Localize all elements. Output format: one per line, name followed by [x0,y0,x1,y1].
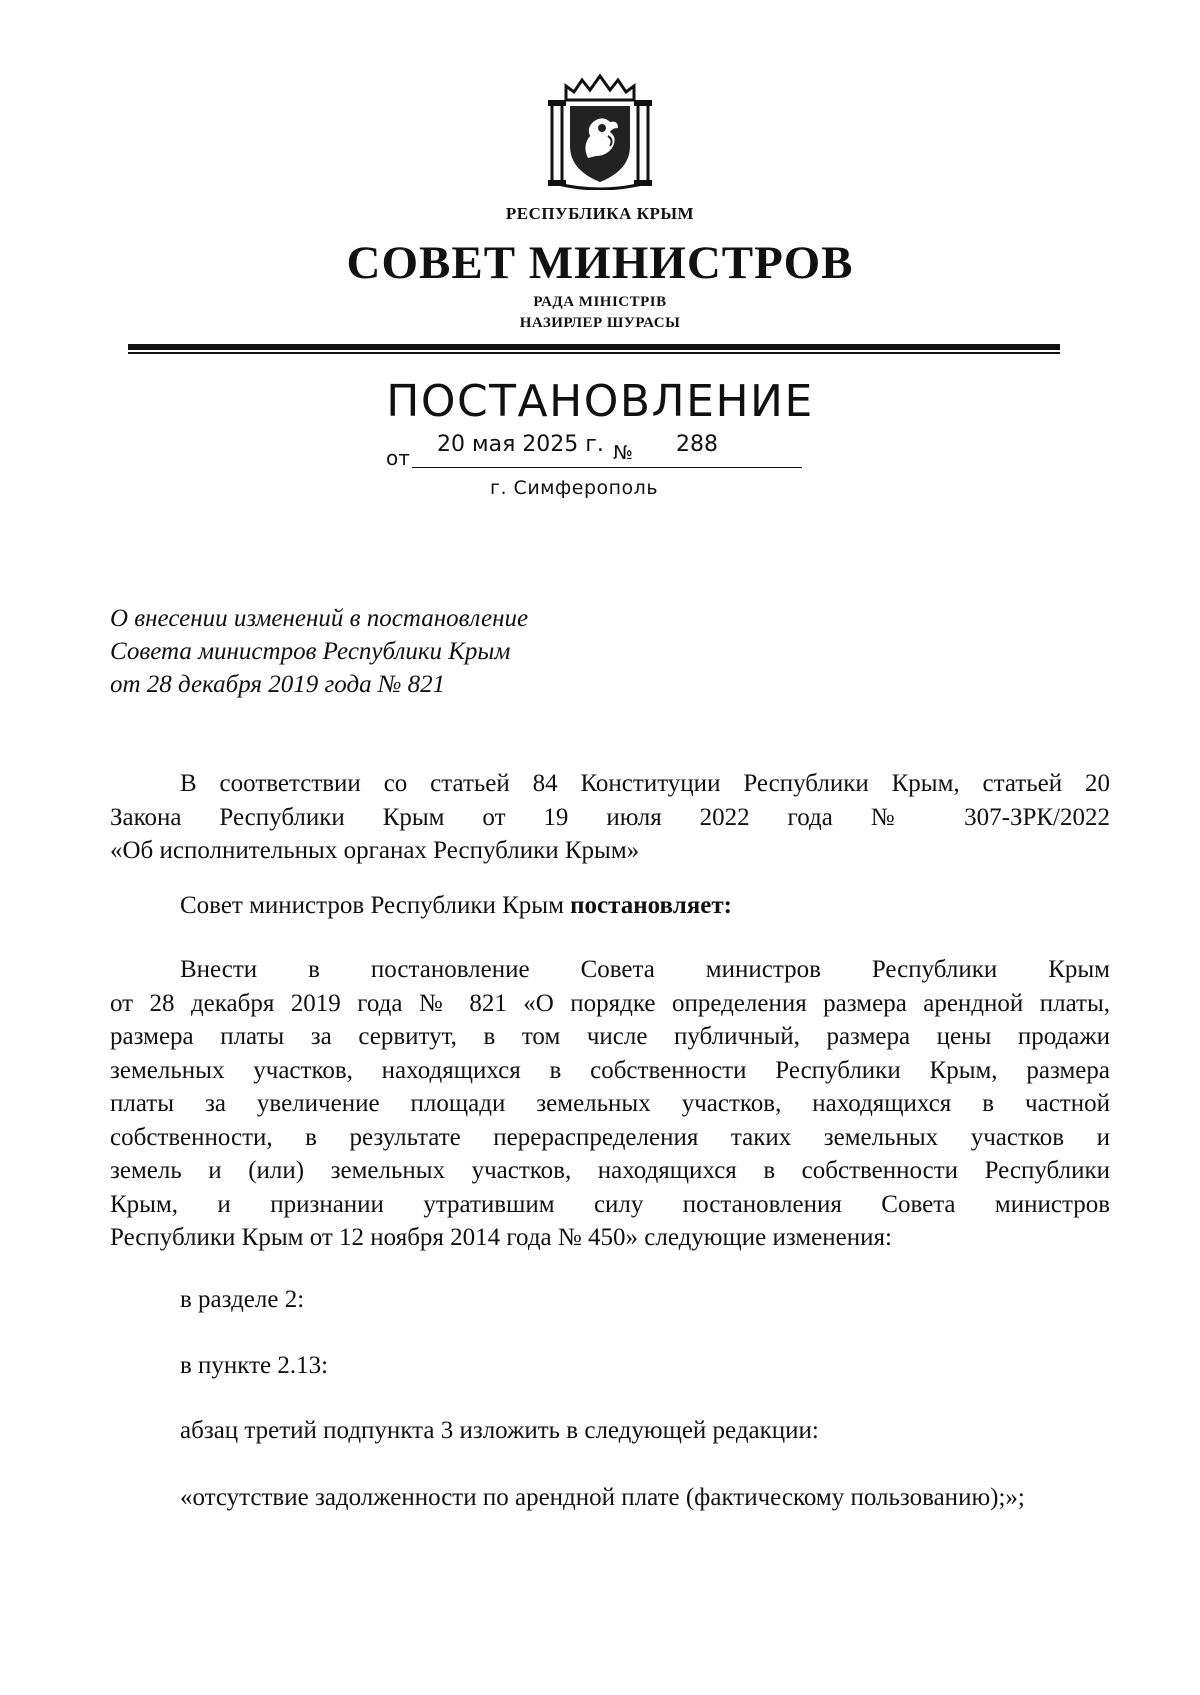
council-name-ukrainian: РАДА МІНІСТРІВ [533,294,667,310]
crimea-coat-of-arms-icon [538,66,662,190]
resolution-paragraph [110,889,1110,923]
title-line: О внесении изменений в постановление [110,605,529,632]
paragraph-line: собственности, в результате перераспределения таких земельных участков и [110,1123,1110,1151]
document-title [110,602,528,701]
paragraph-line: Крым, и признании утратившим силу постановления Совета министров [110,1190,1110,1218]
paragraph-line: «Об исполнительных органах Республики Крым» [110,837,640,864]
date-underline [412,467,802,468]
title-line: от 28 декабря 2019 года № 821 [110,671,446,698]
header-divider-thin [128,352,1060,354]
amended-text: «отсутствие задолженности по арендной плате (фактическому пользованию);»; [180,1484,1025,1511]
republic-heading: РЕСПУБЛИКА КРЫМ [505,204,695,223]
council-heading: СОВЕТ МИНИСТРОВ [346,237,854,289]
paragraph-line: земель и (или) земельных участков, находящихся в собственности Республики [110,1157,1110,1184]
document-type: ПОСТАНОВЛЕНИЕ [386,376,814,427]
paragraph-line: платы за увеличение площади земельных участков, находящихся в частной [110,1090,1110,1117]
council-name-crimean-tatar: НАЗИРЛЕР ШУРАСЫ [519,315,681,331]
paragraph-line: земельных участков, находящихся в собственности Республики Крым, размера [110,1056,1110,1084]
date-number-row [0,430,1200,470]
paragraph-line: В соответствии со статьей 84 Конституции Республики Крым, статьей 20 [180,770,1110,797]
resolution-keyword: постановляет: [570,892,732,919]
preamble-paragraph [110,767,1110,868]
number-sign: № [613,442,633,464]
paragraph-line: размера платы за сервитут, в том числе публичный, размера цены продажи [110,1023,1110,1050]
resolution-text: Совет министров Республики Крым [180,892,571,919]
paragraph-line: от 28 декабря 2019 года № 821 «О порядке определения размера арендной платы, [110,989,1110,1017]
amendment-instruction: абзац третий подпункта 3 изложить в следующей редакции: [180,1417,819,1444]
paragraph-line: Закона Республики Крым от 19 июля 2022 года № 307-ЗРК/2022 [110,803,1110,831]
item-reference: в пункте 2.13: [180,1352,329,1379]
amendment-paragraph [110,953,1110,1255]
document-date: 20 мая 2025 г. [437,432,604,457]
paragraph-line: Республики Крым от 12 ноября 2014 года № 450» следующие изменения: [110,1224,892,1251]
title-line: Совета министров Республики Крым [110,638,511,665]
document-number: 288 [676,432,718,457]
paragraph-line: Внести в постановление Совета министров Республики Крым [180,956,1110,983]
document-city: г. Симферополь [490,477,659,499]
header-divider-thick [128,344,1060,350]
section-reference: в разделе 2: [180,1286,305,1313]
date-prefix: от [386,446,410,470]
